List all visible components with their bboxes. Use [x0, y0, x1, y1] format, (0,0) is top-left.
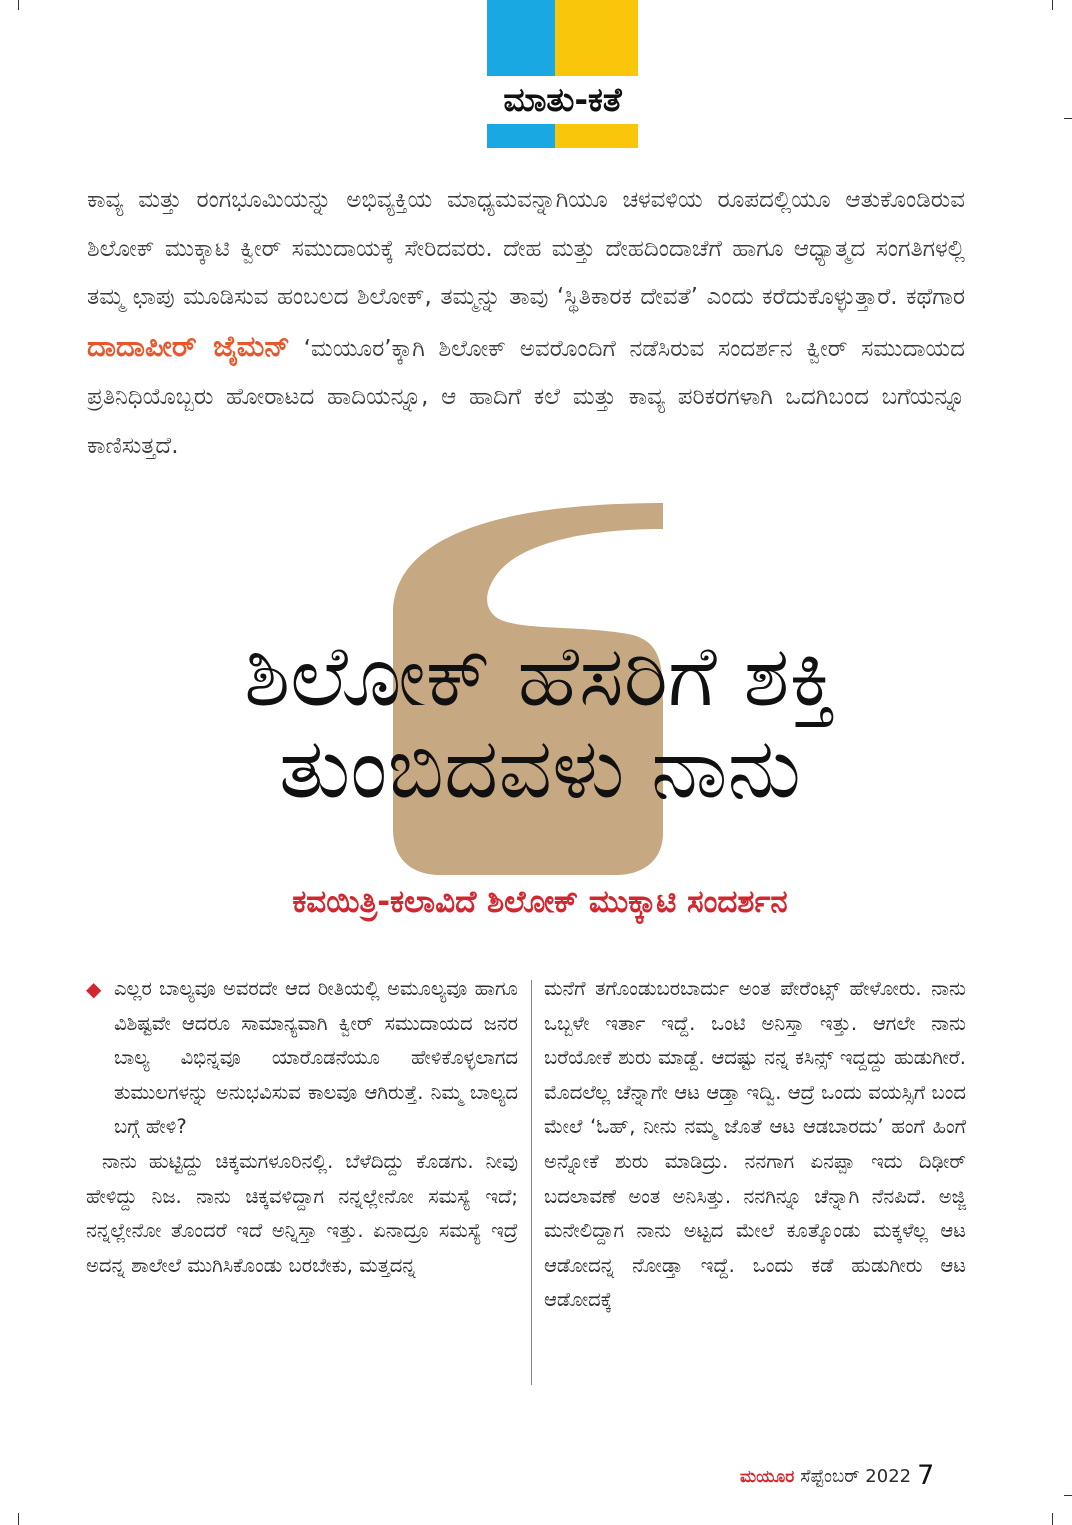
magazine-name: ಮಯೂರ — [740, 1467, 795, 1487]
intro-paragraph — [87, 176, 965, 470]
crop-mark — [1064, 1495, 1072, 1496]
answer-paragraph: ನಾನು ಹುಟ್ಟಿದ್ದು ಚಿಕ್ಕಮಗಳೂರಿನಲ್ಲಿ. ಬೆಳೆದಿದ್ದು ಕೊಡಗು. ನೀವು ಹೇಳಿದ್ದು ನಿಜ. ನಾನು ಚಿಕ್ಕವಳಿದ್ದಾಗ ನನ್ನಲ್ಲೇನೋ ಸಮಸ್ಯೆ ಇದೆ; ನನ್ನಲ್ಲೇನೋ ತೊಂದರೆ ಇದೆ ಅನ್ನಿಸ್ತಾ ಇತ್ತು. ಏನಾದ್ರೂ ಸಮಸ್ಯೆ ಇದ್ರೆ ಅದನ್ನ ಶಾಲೇಲೆ ಮುಗಿಸಿಕೊಂಡು ಬರಬೇಕು, ಮತ್ತದನ್ನ — [86, 1149, 518, 1277]
question-text: ಎಲ್ಲರ ಬಾಲ್ಯವೂ ಅವರದೇ ಆದ ರೀತಿಯಲ್ಲಿ ಅಮೂಲ್ಯವೂ ಹಾಗೂ ವಿಶಿಷ್ಟವೇ ಆದರೂ ಸಾಮಾನ್ಯವಾಗಿ ಕ್ವೀರ್ ಸಮುದಾಯದ ಜನರ ಬಾಲ್ಯ ವಿಭಿನ್ನವೂ ಯಾರೊಡನೆಯೂ ಹೇಳಿಕೊಳ್ಳಲಾಗದ ತುಮುಲಗಳನ್ನು ಅನುಭವಿಸುವ ಕಾಲವೂ ಆಗಿರುತ್ತೆ. ನಿಮ್ಮ ಬಾಲ್ಯದ ಬಗ್ಗೆ ಹೇಳಿ? — [114, 977, 518, 1139]
page-number: 7 — [917, 1460, 935, 1491]
crop-mark — [1052, 1513, 1053, 1525]
headline-line: ಶಿಲೋಕ್ ಹೆಸರಿಗೆ ಶಕ್ತಿ — [244, 627, 836, 725]
headline-line: ತುಂಬಿದವಳು ನಾನು — [279, 719, 801, 817]
crop-mark — [1064, 118, 1072, 119]
logo-blue-block — [487, 124, 555, 148]
crop-mark — [18, 0, 19, 10]
column-divider — [531, 980, 532, 1385]
crop-mark — [1052, 0, 1053, 10]
article-column-left — [86, 972, 518, 1283]
logo-yellow-block — [555, 124, 638, 148]
answer-paragraph: ಮನೆಗೆ ತಗೊಂಡುಬರಬಾರ್ದು ಅಂತ ಪೇರೆಂಟ್ಸ್ ಹೇಳೋರು. ನಾನು ಒಬ್ಬಳೇ ಇರ್ತಾ ಇದ್ದೆ. ಒಂಟಿ ಅನಿಸ್ತಾ ಇತ್ತು. ಆಗಲೇ ನಾನು ಬರೆಯೋಕೆ ಶುರು ಮಾಡ್ದೆ. ಆದಷ್ಟು ನನ್ನ ಕಸಿನ್ಸ್ ಇದ್ದದ್ದು ಹುಡುಗೀರೆ. ಮೊದಲೆಲ್ಲ ಚೆನ್ನಾಗೇ ಆಟ ಆಡ್ತಾ ಇದ್ವಿ. ಆದ್ರೆ ಒಂದು ವಯಸ್ಸಿಗೆ ಬಂದ ಮೇಲೆ ‘ಓಹ್, ನೀನು ನಮ್ಮ ಜೊತೆ ಆಟ ಆಡಬಾರದು’ ಹಂಗೆ ಹಿಂಗೆ ಅನ್ನೋಕೆ ಶುರು ಮಾಡಿದ್ರು. ನನಗಾಗ ಏನಪ್ಪಾ ಇದು ದಿಢೀರ್ ಬದಲಾವಣೆ ಅಂತ ಅನಿಸಿತ್ತು. ನನಗಿನ್ನೂ ಚೆನ್ನಾಗಿ ನೆನಪಿದೆ. ಅಜ್ಜಿ ಮನೇಲಿದ್ದಾಗ ನಾನು ಅಟ್ಟದ ಮೇಲೆ ಕೂತ್ಕೊಂಡು ಮಕ್ಕಳೆಲ್ಲ ಆಟ ಆಡೋದನ್ನ ನೋಡ್ತಾ ಇದ್ದೆ. ಒಂದು ಕಡೆ ಹುಡುಗೀರು ಆಟ ಆಡೋದಕ್ಕೆ — [544, 977, 966, 1312]
crop-mark — [18, 1513, 19, 1525]
logo-yellow-block — [555, 0, 638, 76]
diamond-bullet-icon: ◆ — [86, 977, 102, 1001]
issue-date: ಸೆಪ್ಟೆಂಬರ್ 2022 — [800, 1466, 912, 1487]
logo-blue-block — [487, 0, 555, 76]
section-logo — [487, 0, 638, 148]
intro-text: ‘ಮಯೂರ’ಕ್ಕಾಗಿ ಶಿಲೋಕ್ ಅವರೊಂದಿಗೆ ನಡೆಸಿರುವ ಸಂದರ್ಶನ ಕ್ವೀರ್ ಸಮುದಾಯದ ಪ್ರತಿನಿಧಿಯೊಬ್ಬರು ಹೋರಾಟದ ಹಾದಿಯನ್ನೂ, ಆ ಹಾದಿಗೆ ಕಲೆ ಮತ್ತು ಕಾವ್ಯ ಪರಿಕರಗಳಾಗಿ ಒದಗಿಬಂದ ಬಗೆಯನ್ನೂ ಕಾಣಿಸುತ್ತದೆ. — [87, 335, 965, 459]
interview-question — [86, 972, 518, 1145]
headline — [150, 627, 930, 817]
page-footer — [740, 1458, 970, 1494]
subheadline: ಕವಯಿತ್ರಿ-ಕಲಾವಿದೆ ಶಿಲೋಕ್ ಮುಕ್ಕಾಟಿ ಸಂದರ್ಶನ — [292, 884, 788, 920]
intro-text: ಕಾವ್ಯ ಮತ್ತು ರಂಗಭೂಮಿಯನ್ನು ಅಭಿವ್ಯಕ್ತಿಯ ಮಾಧ್ಯಮವನ್ನಾಗಿಯೂ ಚಳವಳಿಯ ರೂಪದಲ್ಲಿಯೂ ಆತುಕೊಂಡಿರುವ ಶಿಲೋಕ್ ಮುಕ್ಕಾಟಿ ಕ್ವೀರ್ ಸಮುದಾಯಕ್ಕೆ ಸೇರಿದವರು. ದೇಹ ಮತ್ತು ದೇಹದಿಂದಾಚೆಗೆ ಹಾಗೂ ಆಧ್ಯಾತ್ಮದ ಸಂಗತಿಗಳಲ್ಲಿ ತಮ್ಮ ಛಾಪು ಮೂಡಿಸುವ ಹಂಬಲದ ಶಿಲೋಕ್, ತಮ್ಮನ್ನು ತಾವು ‘ಸ್ಥಿತಿಕಾರಕ ದೇವತೆ’ ಎಂದು ಕರೆದುಕೊಳ್ಳುತ್ತಾರೆ. ಕಥೆಗಾರ — [87, 187, 965, 310]
article-column-right — [544, 972, 966, 1318]
section-title: ಮಾತು-ಕತೆ — [503, 80, 622, 119]
author-name: ದಾದಾಪೀರ್ ಜೈಮನ್ — [87, 328, 290, 363]
